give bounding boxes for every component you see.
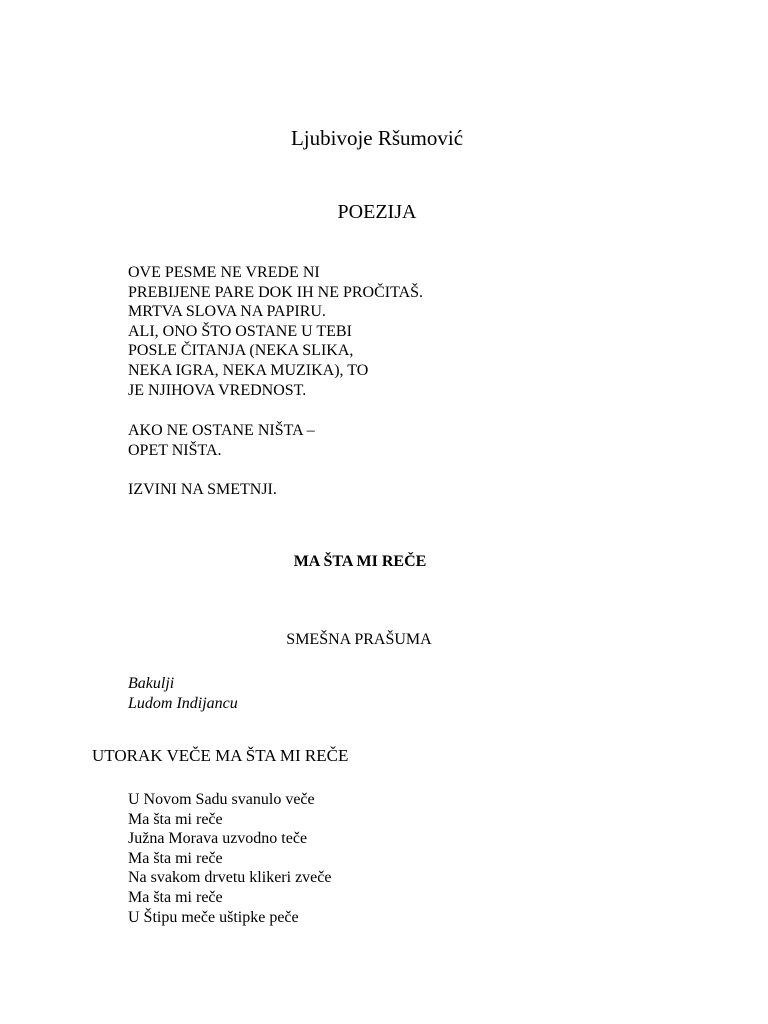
dedication-line: Bakulji bbox=[128, 675, 175, 692]
intro-line: ALI, ONO ŠTO OSTANE U TEBI bbox=[128, 322, 352, 340]
intro-line: MRTVA SLOVA NA PAPIRU. bbox=[128, 303, 326, 321]
section-heading: MA ŠTA MI REČE bbox=[293, 553, 427, 570]
intro-line: JE NJIHOVA VREDNOST. bbox=[128, 381, 307, 399]
intro-line: IZVINI NA SMETNJI. bbox=[128, 481, 277, 498]
intro-line: PREBIJENE PARE DOK IH NE PROČITAŠ. bbox=[128, 283, 424, 301]
intro-paragraph-2 bbox=[128, 421, 315, 460]
poem-heading: UTORAK VEČE MA ŠTA MI REČE bbox=[92, 746, 349, 765]
dedication bbox=[128, 674, 238, 713]
intro-paragraph-3 bbox=[128, 480, 277, 500]
intro-line: AKO NE OSTANE NIŠTA – bbox=[128, 422, 315, 439]
verse-line: Ma šta mi reče bbox=[128, 888, 223, 906]
poem-stanza bbox=[128, 790, 331, 927]
book-title: POEZIJA bbox=[337, 201, 417, 223]
intro-line: OVE PESME NE VREDE NI bbox=[128, 264, 320, 281]
intro-line: NEKA IGRA, NEKA MUZIKA), TO bbox=[128, 361, 369, 379]
dedication-line: Ludom Indijancu bbox=[128, 694, 238, 712]
intro-line: OPET NIŠTA. bbox=[128, 441, 222, 459]
author-name: Ljubivoje Ršumović bbox=[290, 126, 464, 150]
verse-line: Na svakom drvetu klikeri zveče bbox=[128, 869, 332, 887]
verse-line: Ma šta mi reče bbox=[128, 849, 223, 867]
poem-title: SMEŠNA PRAŠUMA bbox=[286, 631, 432, 648]
verse-line: Južna Morava uzvodno teče bbox=[128, 830, 308, 848]
verse-line: Ma šta mi reče bbox=[128, 810, 223, 828]
intro-line: POSLE ČITANJA (NEKA SLIKA, bbox=[128, 342, 354, 360]
intro-paragraph bbox=[128, 263, 423, 400]
verse-line: U Štipu meče uštipke peče bbox=[128, 908, 299, 926]
verse-line: U Novom Sadu svanulo veče bbox=[128, 791, 315, 808]
